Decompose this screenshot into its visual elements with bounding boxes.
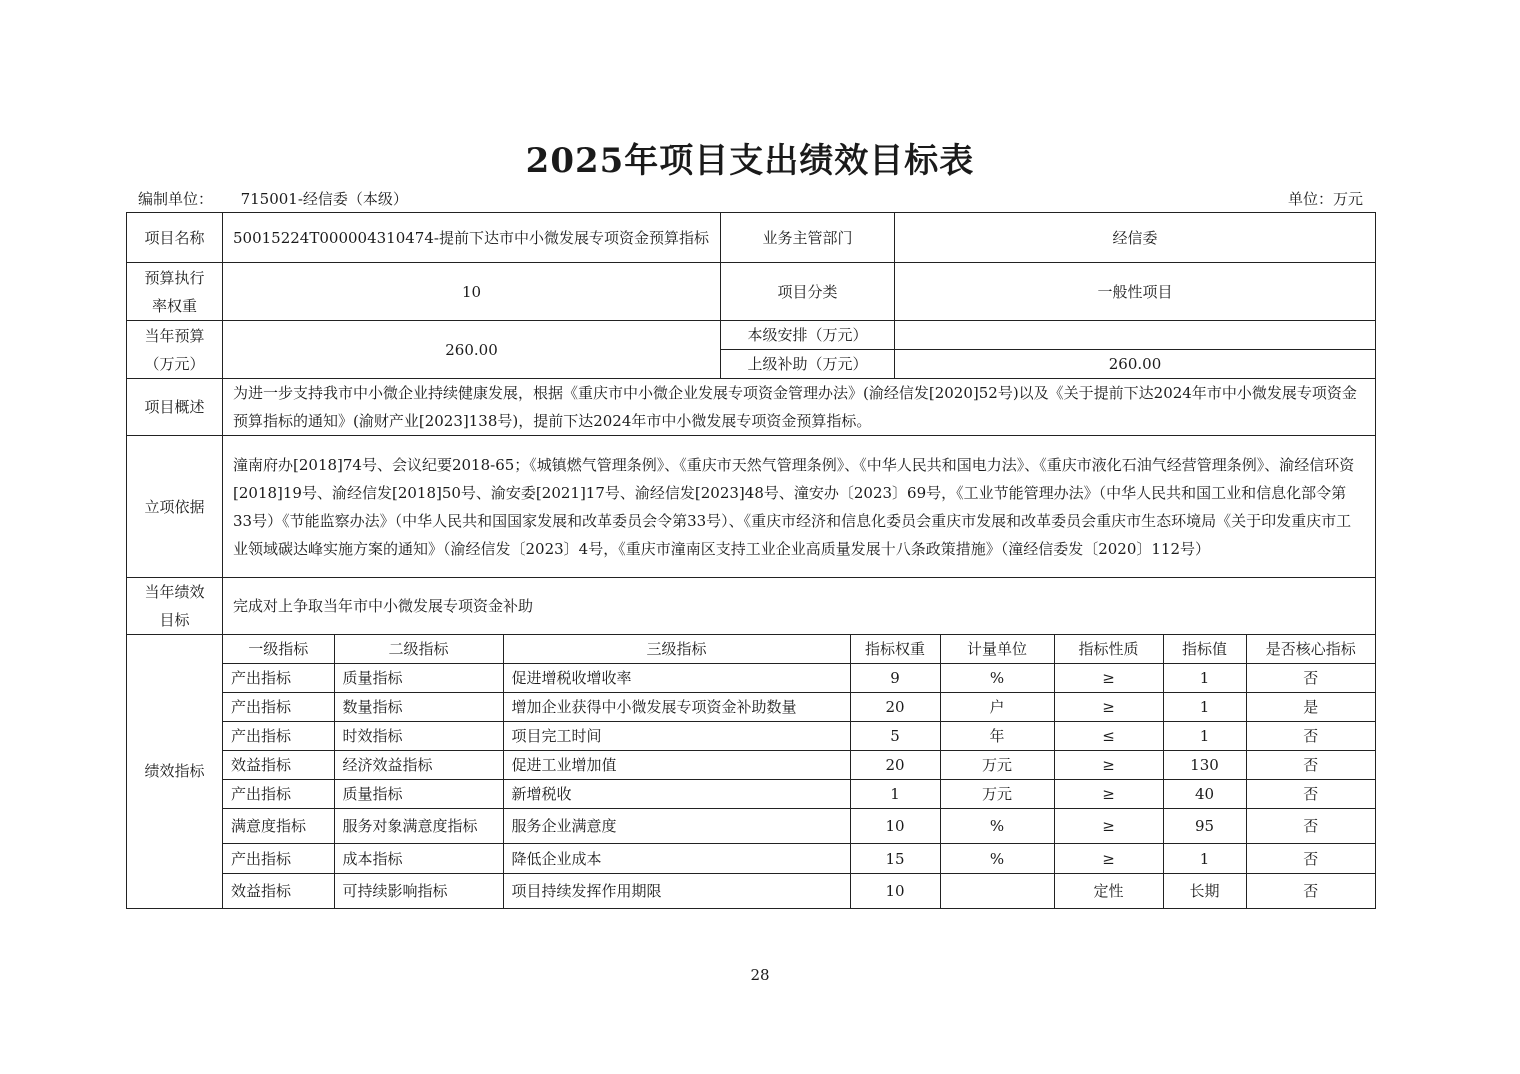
- overview-label: 项目概述: [127, 379, 223, 436]
- nature-cell: ≥: [1054, 693, 1163, 722]
- header-cell: 计量单位: [940, 635, 1054, 664]
- level3-cell: 增加企业获得中小微发展专项资金补助数量: [503, 693, 850, 722]
- weight-cell: 10: [850, 874, 940, 908]
- category-label: 项目分类: [721, 263, 895, 321]
- level3-cell: 促进增税收增收率: [503, 664, 850, 693]
- basis-text: 潼南府办[2018]74号、会议纪要2018-65；《城镇燃气管理条例》、《重庆市天然气管理条例》、《中华人民共和国电力法》、《重庆市液化石油气经营管理条例》、渝经信环资[2018]19号、渝经信发[2018]50号、渝安委[2021]17号、渝经信发[2023]48号、潼安办〔2023〕69号，《工业节能管理办法》（中华人民共和国工业和信息化部令第33号）《节能监察办法》（中华人民共和国国家发展和改革委员会令第33号）、《重庆市经济和信息化委员会重庆市发展和改革委员会重庆市生态环境局《关于印发重庆市工业领域碳达峰实施方案的通知》（渝经信发〔2023〕4号，《重庆市潼南区支持工业企业高质量发展十八条政策措施》（潼经信委发〔2020〕112号）: [223, 436, 1376, 578]
- level2-cell: 可持续影响指标: [334, 874, 503, 908]
- execution-weight-label-line2: 率权重: [151, 296, 197, 315]
- unit-cell: %: [940, 664, 1054, 693]
- local-arrangement-value: [895, 321, 1376, 350]
- unit-cell: 户: [940, 693, 1054, 722]
- annual-goal-label: [127, 578, 223, 635]
- annual-goal-text: 完成对上争取当年市中小微发展专项资金补助: [223, 578, 1376, 635]
- annual-budget-label-line2: （万元）: [144, 354, 205, 373]
- nature-cell: ≥: [1054, 809, 1163, 844]
- level3-cell: 新增税收: [503, 780, 850, 809]
- compiling-unit: [138, 188, 408, 209]
- header-cell: 指标值: [1163, 635, 1246, 664]
- nature-cell: ≥: [1054, 844, 1163, 874]
- value-cell: 130: [1163, 751, 1246, 780]
- project-name-value: 50015224T000004310474-提前下达市中小微发展专项资金预算指标: [223, 213, 721, 263]
- indicator-table: [223, 635, 1375, 908]
- header-cell: 指标性质: [1054, 635, 1163, 664]
- indicator-section-label: 绩效指标: [127, 635, 223, 909]
- value-cell: 长期: [1163, 874, 1246, 908]
- weight-cell: 5: [850, 722, 940, 751]
- weight-cell: 10: [850, 809, 940, 844]
- indicator-row: [223, 693, 1375, 722]
- level3-cell: 项目完工时间: [503, 722, 850, 751]
- level2-cell: 服务对象满意度指标: [334, 809, 503, 844]
- indicator-row: [223, 844, 1375, 874]
- value-cell: 40: [1163, 780, 1246, 809]
- level3-cell: 项目持续发挥作用期限: [503, 874, 850, 908]
- level1-cell: 产出指标: [223, 780, 334, 809]
- level1-cell: 满意度指标: [223, 809, 334, 844]
- core-cell: 否: [1246, 751, 1375, 780]
- level1-cell: 效益指标: [223, 751, 334, 780]
- value-cell: 1: [1163, 693, 1246, 722]
- upper-subsidy-label: 上级补助（万元）: [721, 350, 895, 379]
- annual-goal-label-line2: 目标: [159, 611, 190, 629]
- unit-cell: %: [940, 809, 1054, 844]
- unit-cell: 万元: [940, 780, 1054, 809]
- indicator-row: [223, 722, 1375, 751]
- nature-cell: ≥: [1054, 780, 1163, 809]
- performance-target-table: [126, 212, 1376, 909]
- local-arrangement-label: 本级安排（万元）: [721, 321, 895, 350]
- page-number: 28: [750, 966, 770, 984]
- level1-cell: 产出指标: [223, 693, 334, 722]
- indicator-row: [223, 874, 1375, 908]
- level2-cell: 时效指标: [334, 722, 503, 751]
- annual-budget-value: 260.00: [223, 321, 721, 379]
- weight-cell: 9: [850, 664, 940, 693]
- level3-cell: 服务企业满意度: [503, 809, 850, 844]
- indicator-header-row: [223, 635, 1375, 664]
- core-cell: 是: [1246, 693, 1375, 722]
- basis-label: 立项依据: [127, 436, 223, 578]
- value-cell: 1: [1163, 844, 1246, 874]
- level1-cell: 效益指标: [223, 874, 334, 908]
- page-title: 2025年项目支出绩效目标表: [525, 141, 975, 181]
- indicator-row: [223, 780, 1375, 809]
- header-cell: 指标权重: [850, 635, 940, 664]
- core-cell: 否: [1246, 809, 1375, 844]
- overview-text: 为进一步支持我市中小微企业持续健康发展，根据《重庆市中小微企业发展专项资金管理办法》(渝经信发[2020]52号)以及《关于提前下达2024年市中小微发展专项资金预算指标的通知》(渝财产业[2023]138号)，提前下达2024年市中小微发展专项资金预算指标。: [223, 379, 1376, 436]
- execution-weight-value: 10: [223, 263, 721, 321]
- compiling-unit-label: 编制单位：: [138, 190, 214, 208]
- level1-cell: 产出指标: [223, 844, 334, 874]
- unit-cell: [940, 874, 1054, 908]
- level2-cell: 数量指标: [334, 693, 503, 722]
- value-cell: 1: [1163, 664, 1246, 693]
- nature-cell: 定性: [1054, 874, 1163, 908]
- value-cell: 1: [1163, 722, 1246, 751]
- header-cell: 是否核心指标: [1246, 635, 1375, 664]
- indicator-row: [223, 809, 1375, 844]
- level1-cell: 产出指标: [223, 664, 334, 693]
- department-value: 经信委: [895, 213, 1376, 263]
- level1-cell: 产出指标: [223, 722, 334, 751]
- level3-cell: 降低企业成本: [503, 844, 850, 874]
- project-name-label: 项目名称: [127, 213, 223, 263]
- category-value: 一般性项目: [895, 263, 1376, 321]
- core-cell: 否: [1246, 844, 1375, 874]
- level2-cell: 经济效益指标: [334, 751, 503, 780]
- compiling-unit-value: 715001-经信委（本级）: [240, 190, 408, 208]
- nature-cell: ≥: [1054, 751, 1163, 780]
- annual-budget-label-line1: 当年预算: [144, 326, 205, 345]
- weight-cell: 20: [850, 693, 940, 722]
- execution-weight-label-line1: 预算执行: [144, 268, 205, 287]
- header-cell: 二级指标: [334, 635, 503, 664]
- level2-cell: 成本指标: [334, 844, 503, 874]
- indicator-row: [223, 664, 1375, 693]
- unit-cell: 万元: [940, 751, 1054, 780]
- weight-cell: 15: [850, 844, 940, 874]
- nature-cell: ≤: [1054, 722, 1163, 751]
- level2-cell: 质量指标: [334, 664, 503, 693]
- department-label: 业务主管部门: [721, 213, 895, 263]
- unit-cell: %: [940, 844, 1054, 874]
- core-cell: 否: [1246, 874, 1375, 908]
- core-cell: 否: [1246, 780, 1375, 809]
- header-cell: 三级指标: [503, 635, 850, 664]
- core-cell: 否: [1246, 722, 1375, 751]
- level2-cell: 质量指标: [334, 780, 503, 809]
- core-cell: 否: [1246, 664, 1375, 693]
- indicator-cell: [223, 635, 1376, 909]
- nature-cell: ≥: [1054, 664, 1163, 693]
- annual-budget-label: [127, 321, 223, 379]
- weight-cell: 20: [850, 751, 940, 780]
- unit-cell: 年: [940, 722, 1054, 751]
- level3-cell: 促进工业增加值: [503, 751, 850, 780]
- weight-cell: 1: [850, 780, 940, 809]
- execution-weight-label: [127, 263, 223, 321]
- indicator-row: [223, 751, 1375, 780]
- annual-goal-label-line1: 当年绩效: [144, 583, 205, 601]
- currency-unit: 单位：万元: [1287, 190, 1363, 208]
- header-cell: 一级指标: [223, 635, 334, 664]
- upper-subsidy-value: 260.00: [895, 350, 1376, 379]
- value-cell: 95: [1163, 809, 1246, 844]
